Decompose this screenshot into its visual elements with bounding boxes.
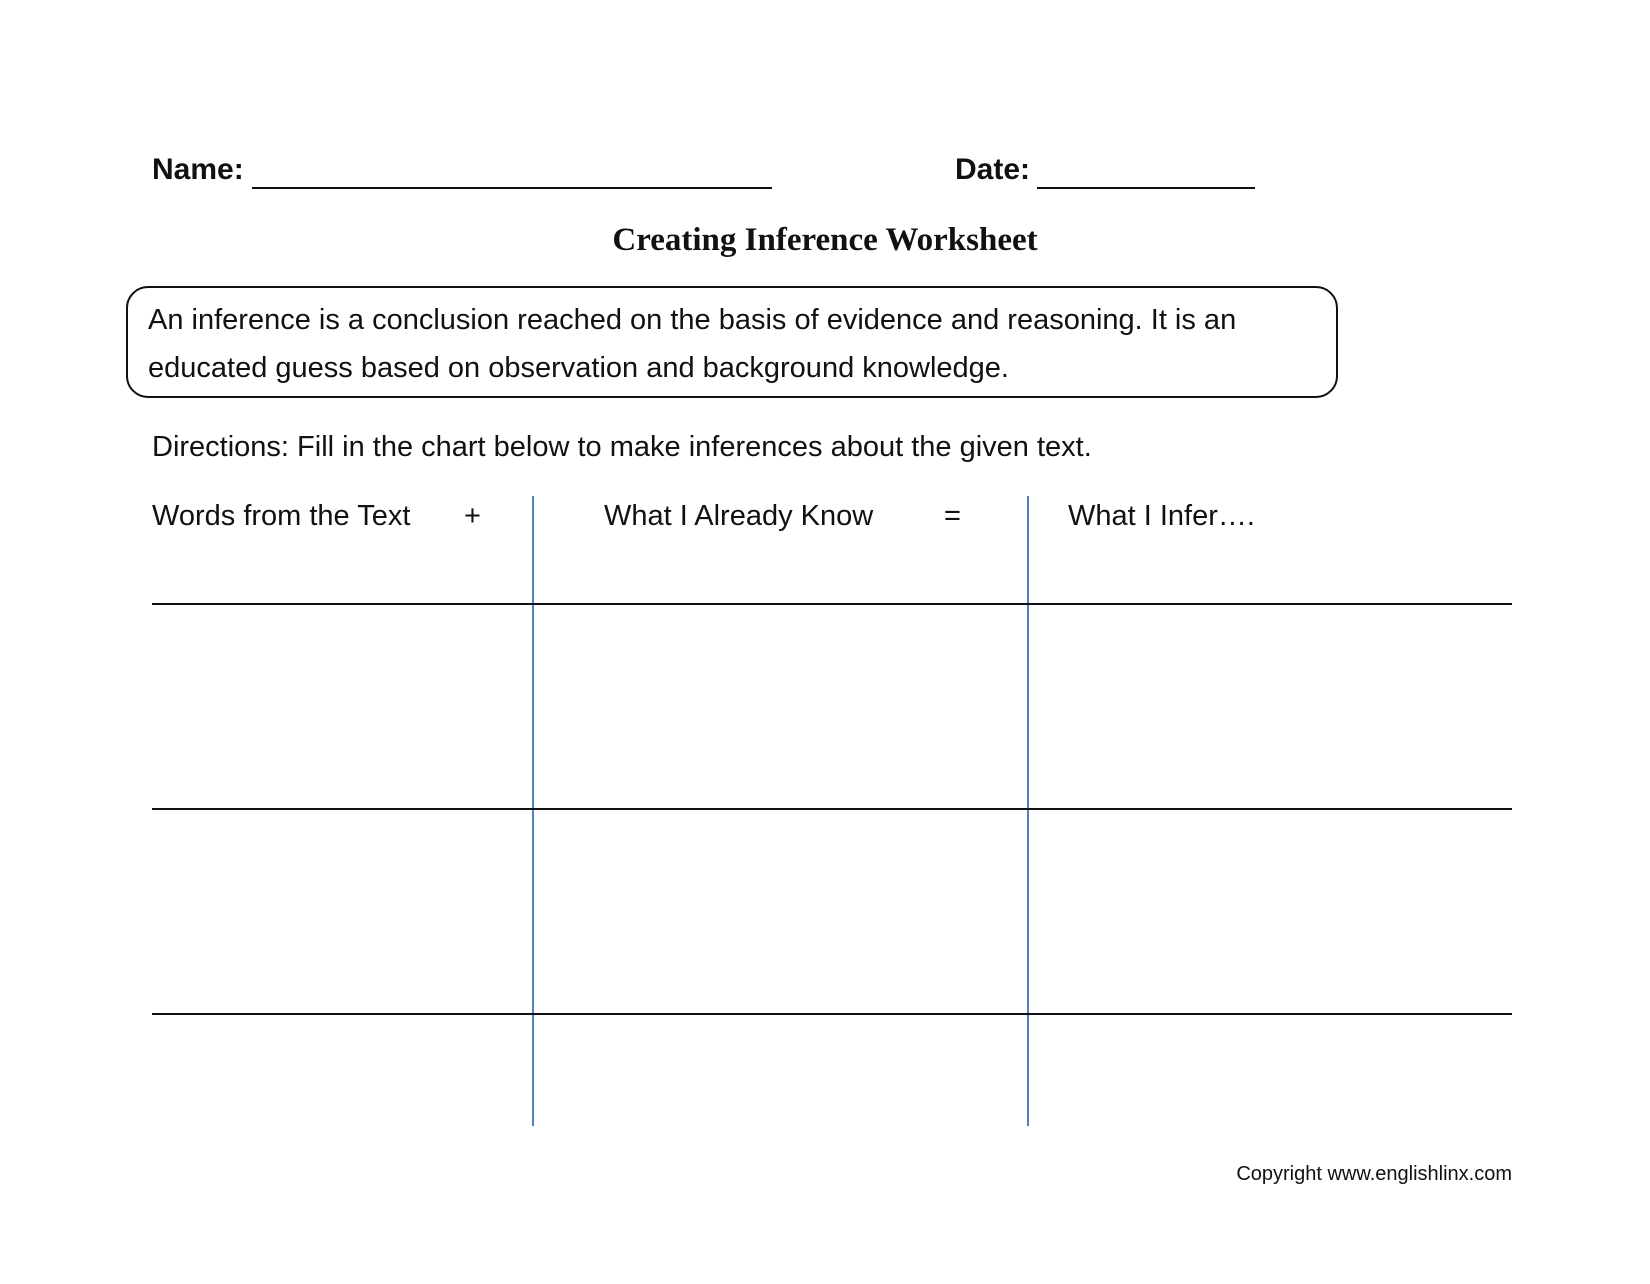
column-divider-2 [1027, 496, 1029, 1126]
column-header-what-i-know: What I Already Know [604, 500, 874, 532]
name-blank-line[interactable] [252, 187, 772, 189]
definition-line-2: educated guess based on observation and background knowledge. [148, 352, 1009, 384]
answer-row-line-1[interactable] [152, 603, 1512, 605]
plus-sign: + [464, 500, 481, 532]
directions-text: Directions: Fill in the chart below to make inferences about the given text. [152, 431, 1092, 463]
name-label: Name: [152, 153, 244, 186]
page-title: Creating Inference Worksheet [612, 222, 1038, 258]
definition-line-1: An inference is a conclusion reached on the basis of evidence and reasoning. It is an [148, 304, 1237, 336]
answer-row-line-3[interactable] [152, 1013, 1512, 1015]
column-header-words-from-text: Words from the Text [152, 500, 411, 532]
answer-row-line-2[interactable] [152, 808, 1512, 810]
column-divider-1 [532, 496, 534, 1126]
equals-sign: = [944, 500, 961, 532]
date-label: Date: [955, 153, 1031, 186]
column-header-what-i-infer: What I Infer…. [1068, 500, 1255, 532]
copyright-text: Copyright www.englishlinx.com [1236, 1163, 1512, 1185]
date-blank-line[interactable] [1037, 187, 1255, 189]
